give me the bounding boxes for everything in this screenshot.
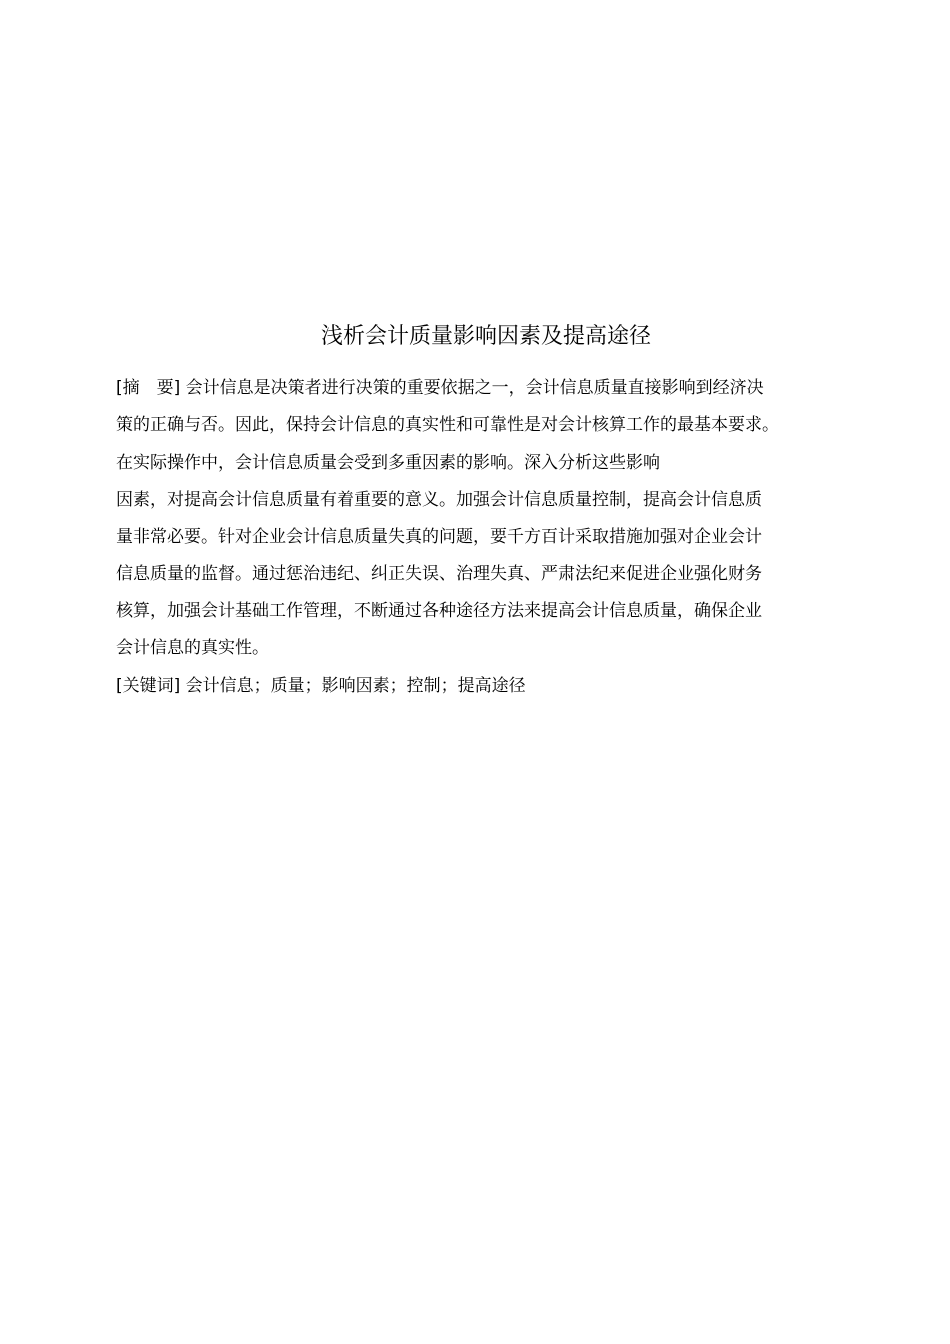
abstract-line-2: 策的正确与否。因此，保持会计信息的真实性和可靠性是对会计核算工作的最基本要求。 bbox=[116, 415, 779, 435]
keywords-text: 会计信息；质量；影响因素；控制；提高途径 bbox=[185, 676, 526, 696]
abstract-text: 会计信息是决策者进行决策的重要依据之一，会计信息质量直接影响到经济决 bbox=[185, 378, 764, 398]
document-title: 浅析会计质量影响因素及提高途径 bbox=[320, 324, 651, 349]
abstract-label: [摘 要] bbox=[116, 378, 181, 398]
keywords-line bbox=[116, 673, 526, 699]
abstract-line-3: 在实际操作中，会计信息质量会受到多重因素的影响。深入分析这些影响 bbox=[116, 453, 660, 473]
abstract-line-1 bbox=[116, 375, 764, 401]
abstract-line-5: 量非常必要。针对企业会计信息质量失真的问题，要千方百计采取措施加强对企业会计 bbox=[116, 527, 762, 547]
abstract-line-4: 因素，对提高会计信息质量有着重要的意义。加强会计信息质量控制，提高会计信息质 bbox=[116, 490, 762, 510]
abstract-line-7: 核算，加强会计基础工作管理，不断通过各种途径方法来提高会计信息质量，确保企业 bbox=[116, 601, 762, 621]
abstract-line-6: 信息质量的监督。通过惩治违纪、纠正失误、治理失真、严肃法纪来促进企业强化财务 bbox=[116, 564, 762, 584]
keywords-label: [关键词] bbox=[116, 676, 181, 696]
abstract-line-8: 会计信息的真实性。 bbox=[116, 638, 269, 658]
